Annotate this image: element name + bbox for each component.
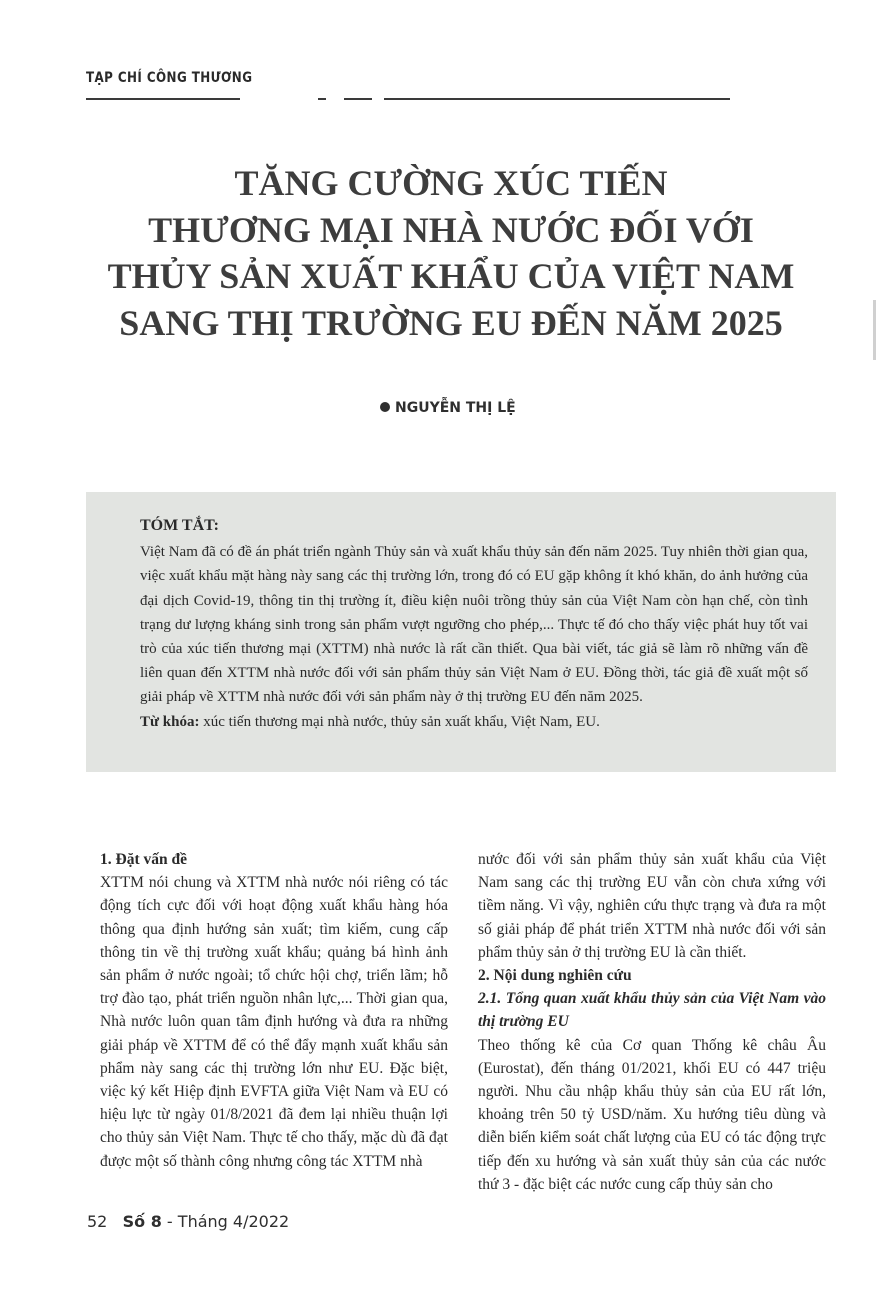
abstract-body: Việt Nam đã có đề án phát triển ngành Thủy sản và xuất khẩu thủy sản đến năm 2025. Tuy nhiên thời gian qua, việc xuất khẩu mặt hàng này sang các thị trường lớn, trong đó có EU gặp không ít khó khăn, do ảnh hưởng của đại dịch Covid-19, thông tin thị trường ít, điều kiện nuôi trồng thủy sản của Việt Nam còn hạn chế, còn tình trạng dư lượng kháng sinh trong sản phẩm vượt ngưỡng cho phép,... Thực tế đó cho thấy việc phát huy tốt vai trò của xúc tiến thương mại (XTTM) nhà nước là rất cần thiết. Qua bài viết, tác giả sẽ làm rõ những vấn đề liên quan đến XTTM nhà nước đối với sản phẩm thủy sản Việt Nam ở EU. Đồng thời, tác giả đề xuất một số giải pháp về XTTM nhà nước đối với sản phẩm này ở thị trường EU đến năm 2025.: [140, 544, 808, 706]
title-line: SANG THỊ TRƯỜNG EU ĐẾN NĂM 2025: [119, 302, 783, 343]
bullet-icon: [380, 402, 390, 412]
section-heading: 1. Đặt vấn đề: [100, 851, 187, 868]
header-rule-long: [384, 98, 730, 100]
keywords-text: xúc tiến thương mại nhà nước, thủy sản xuất khẩu, Việt Nam, EU.: [199, 713, 600, 730]
journal-name: TẠP CHÍ CÔNG THƯƠNG: [86, 70, 253, 86]
subsection-heading: 2.1. Tổng quan xuất khẩu thủy sản của Việt Nam vào thị trường EU: [478, 990, 826, 1031]
column-left: [100, 848, 448, 1173]
paragraph: Theo thống kê của Cơ quan Thống kê châu Âu (Eurostat), đến tháng 01/2021, khối EU có 447 triệu người. Nhu cầu nhập khẩu thủy sản của EU rất lớn, khoảng trên 50 tỷ USD/năm. Xu hướng tiêu dùng và diễn biến kiểm soát chất lượng của EU có tác động trực tiếp đến xu hướng và sản xuất thủy sản của các nước thứ 3 - đặc biệt các nước cung cấp thủy sản cho: [478, 1036, 826, 1193]
abstract-box: [86, 492, 836, 772]
article-title: [86, 160, 816, 346]
page-number: 52: [87, 1212, 108, 1231]
issue-number: Số 8: [122, 1212, 162, 1231]
keywords-label: Từ khóa:: [140, 713, 200, 730]
paragraph: XTTM nói chung và XTTM nhà nước nói riêng có tác động tích cực đối với hoạt động xuất khẩu hàng hóa thông qua định hướng sản xuất; tìm kiếm, cung cấp thông tin về thị trường xuất khẩu; quảng bá hình ảnh sản phẩm ở nước ngoài; tổ chức hội chợ, triển lãm; hỗ trợ đào tạo, phát triển nguồn nhân lực,... Thời gian qua, Nhà nước luôn quan tâm định hướng và đưa ra những giải pháp về XTTM để có thể đẩy mạnh xuất khẩu sản phẩm này sang các thị trường lớn như EU. Đặc biệt, việc ký kết Hiệp định EVFTA giữa Việt Nam và EU có hiệu lực từ ngày 01/8/2021 đã đem lại nhiều thuận lợi cho thủy sản Việt Nam. Thực tế cho thấy, mặc dù đã đạt được một số thành công nhưng công tác XTTM nhà: [100, 874, 448, 1170]
author-line: [380, 400, 516, 416]
issue-date: - Tháng 4/2022: [161, 1212, 290, 1231]
header-rule-dash: [344, 98, 372, 100]
paragraph: nước đối với sản phẩm thủy sản xuất khẩu của Việt Nam sang các thị trường EU vẫn còn chưa xứng với tiềm năng. Vì vậy, nghiên cứu thực trạng và đưa ra một số giải pháp để phát triển XTTM nhà nước đối với sản phẩm thủy sản ở thị trường EU là cần thiết.: [478, 851, 826, 961]
column-right: [478, 848, 826, 1196]
keywords: [140, 710, 808, 734]
title-line: THƯƠNG MẠI NHÀ NƯỚC ĐỐI VỚI: [148, 209, 754, 250]
abstract-heading: TÓM TẮT:: [140, 517, 219, 534]
header-rule-dash: [318, 98, 326, 100]
page-footer: [87, 1212, 289, 1231]
author-name: NGUYỄN THỊ LỆ: [395, 400, 516, 416]
section-heading: 2. Nội dung nghiên cứu: [478, 967, 632, 985]
title-line: THỦY SẢN XUẤT KHẨU CỦA VIỆT NAM: [107, 256, 795, 296]
title-line: TĂNG CƯỜNG XÚC TIẾN: [234, 163, 668, 203]
header-rule: [86, 98, 240, 100]
abstract-content: [140, 514, 808, 734]
